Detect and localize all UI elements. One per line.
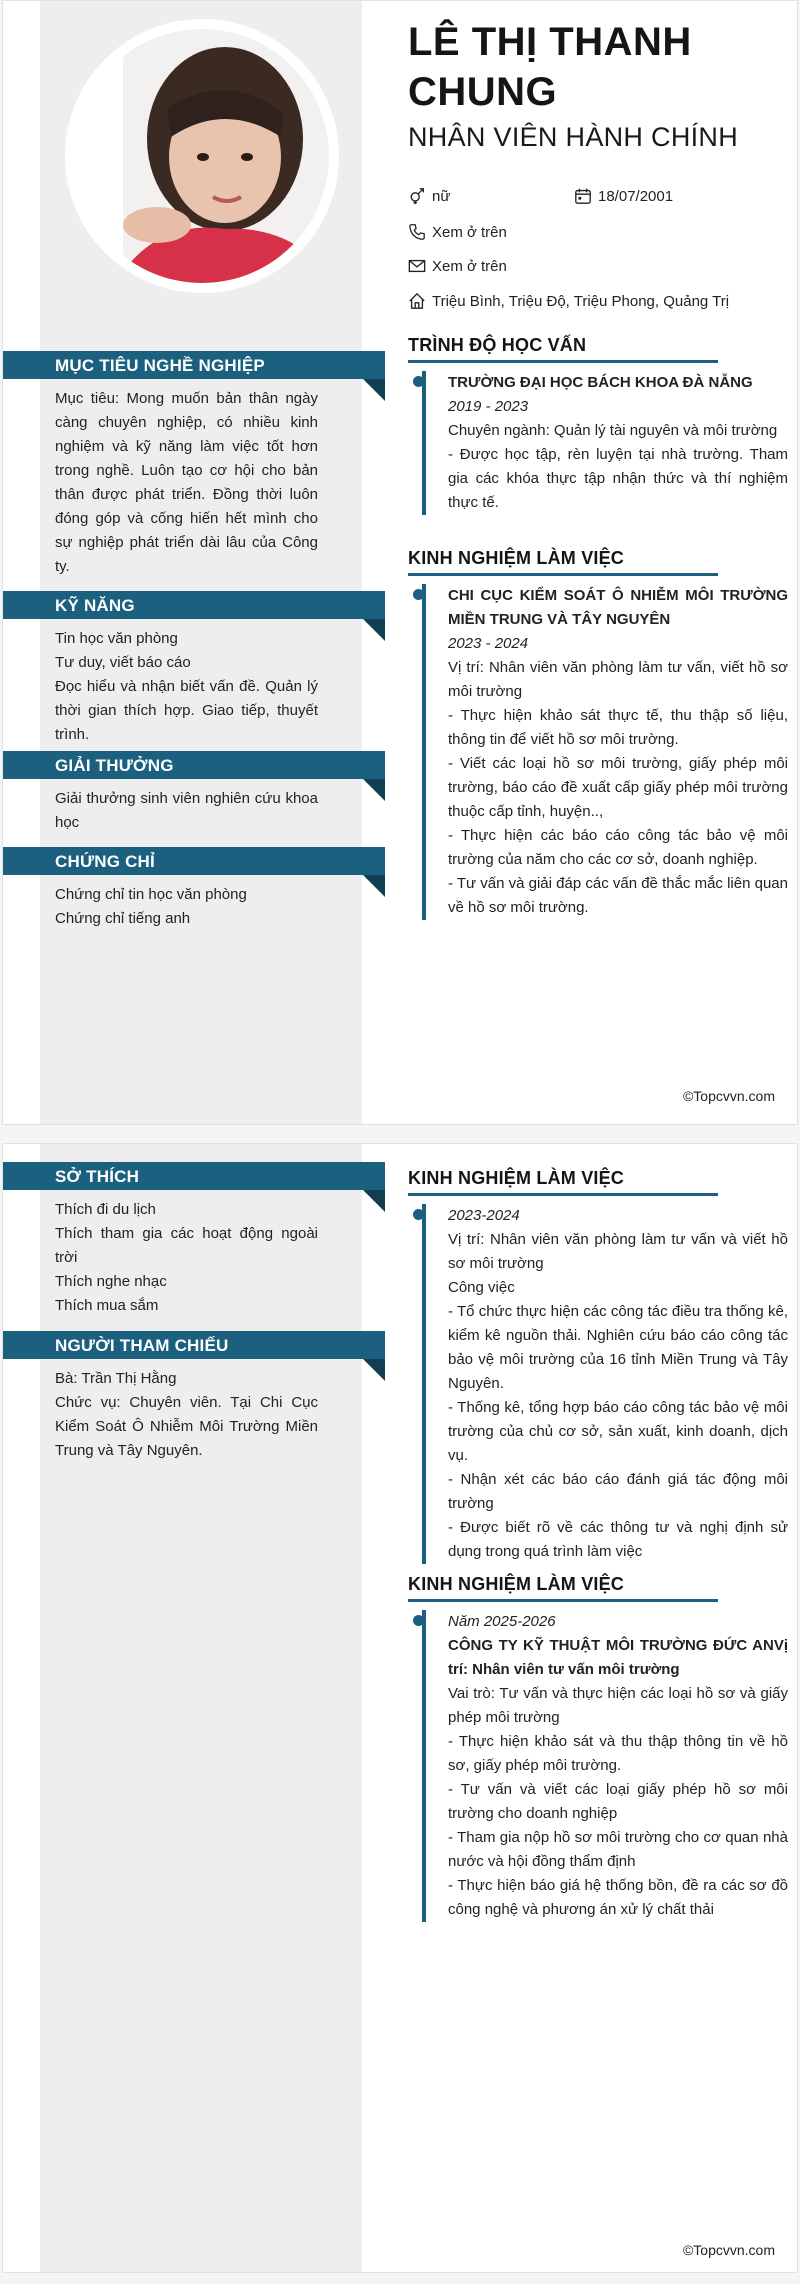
experience-line: - Tư vấn và viết các loại giấy phép hồ sơ môi trường cho doanh nghiệp — [448, 1781, 788, 1822]
experience-line: - Viết các loại hồ sơ môi trường, giấy phép môi trường, báo cáo đề xuất cấp giấy phép môi trường thuộc cấp tỉnh, huyện.., — [448, 755, 788, 820]
timeline-dot — [413, 1209, 424, 1220]
section-objective — [3, 351, 385, 579]
education-entry — [422, 371, 788, 515]
ribbon-fold — [363, 619, 385, 641]
section-header — [3, 351, 385, 379]
section-title: KỸ NĂNG — [55, 596, 135, 615]
section-header — [3, 847, 385, 875]
references-list — [55, 1367, 318, 1463]
list-item: Đọc hiểu và nhận biết vấn đề. Quản lý thời gian thích hợp. Giao tiếp, thuyết trình. — [55, 678, 318, 743]
experience-line: - Thực hiện khảo sát thực tế, thu thập số liệu, thông tin để viết hồ sơ môi trường. — [448, 707, 788, 748]
experience-line: - Tham gia nộp hồ sơ môi trường cho cơ quan nhà nước và hội đồng thẩm định — [448, 1829, 788, 1870]
experience-line: Vị trí: Nhân viên văn phòng làm tư vấn, viết hồ sơ môi trường — [448, 659, 788, 700]
section-title: KINH NGHIỆM LÀM VIỆC — [408, 1574, 625, 1594]
timeline-dot — [413, 1615, 424, 1626]
experience-date: Năm 2025-2026 — [448, 1613, 556, 1630]
list-item: Tư duy, viết báo cáo — [55, 654, 191, 671]
birthday-text: 18/07/2001 — [598, 187, 674, 205]
address-text: Triệu Bình, Triệu Độ, Triệu Phong, Quảng Trị — [432, 292, 730, 310]
mail-icon — [408, 257, 426, 275]
contact-address — [408, 292, 729, 310]
experience-line: - Thực hiện báo giá hệ thống bồn, đề ra các sơ đồ công nghệ và phương án xử lý chất thải — [448, 1877, 788, 1918]
list-item: Thích mua sắm — [55, 1297, 159, 1314]
profile-photo — [65, 19, 339, 293]
ribbon-fold — [363, 379, 385, 401]
school-name: TRƯỜNG ĐẠI HỌC BÁCH KHOA ĐÀ NẴNG — [448, 374, 753, 391]
list-item: Chứng chỉ tiếng anh — [55, 910, 191, 927]
ribbon-fold — [363, 1359, 385, 1381]
objective-text: Mục tiêu: Mong muốn bản thân ngày càng chuyên nghiệp, có nhiều kinh nghiệm và kỹ năng làm việc tốt hơn trong nghề. Luôn tạo cơ hội cho bản thân được phát triển. Đồng thời luôn đóng góp và cống hiến hết mình cho sự nghiệp phát triển dài lâu của Công ty. — [55, 390, 318, 575]
header — [408, 17, 788, 153]
full-name-line-2: CHUNG — [408, 70, 558, 114]
section-underline — [408, 360, 718, 363]
section-title: CHỨNG CHỈ — [55, 852, 155, 871]
experience-entry — [422, 584, 788, 920]
list-item: Tin học văn phòng — [55, 630, 178, 647]
experience-line: - Thực hiện các báo cáo công tác bảo vệ môi trường của năm cho các cơ sở, doanh nghiệp. — [448, 827, 788, 868]
home-icon — [408, 292, 426, 310]
section-header — [3, 1162, 385, 1190]
education-date: 2019 - 2023 — [448, 398, 529, 415]
footer-brand: ©Topcvvn.com — [682, 1088, 775, 1104]
ribbon-fold — [363, 779, 385, 801]
section-references — [3, 1331, 385, 1463]
cv-page-1 — [2, 0, 798, 1125]
education-line: - Được học tập, rèn luyện tại nhà trường. Tham gia các khóa thực tập nhận thức và thí nghiệm thực tế. — [448, 446, 788, 511]
phone-text: Xem ở trên — [432, 223, 507, 241]
contact-email — [408, 257, 507, 275]
list-item: Thích tham gia các hoạt động ngoài trời — [55, 1225, 318, 1266]
experience-line: - Thống kê, tổng hợp báo cáo công tác bảo vệ môi trường của chủ cơ sở, sản xuất, kinh doanh, dịch vụ. — [448, 1399, 788, 1464]
skills-list — [55, 627, 318, 747]
section-experience-2 — [408, 1168, 788, 1564]
section-hobbies — [3, 1162, 385, 1318]
certificates-list — [55, 883, 318, 931]
section-title: MỤC TIÊU NGHỀ NGHIỆP — [55, 356, 265, 375]
education-line: Chuyên ngành: Quản lý tài nguyên và môi trường — [448, 422, 778, 439]
list-item: Chứng chỉ tin học văn phòng — [55, 886, 247, 903]
section-title: GIẢI THƯỞNG — [55, 756, 174, 775]
calendar-icon — [574, 187, 592, 205]
gender-icon — [408, 187, 426, 205]
experience-line: - Tổ chức thực hiện các công tác điều tra thống kê, kiểm kê nguồn thải. Nghiên cứu báo cáo công tác bảo vệ môi trường của 16 tỉnh Miền Trung và Tây Nguyên. — [448, 1303, 788, 1392]
experience-line: Công việc — [448, 1279, 515, 1296]
contact-gender — [408, 187, 450, 205]
footer-brand: ©Topcvvn.com — [682, 2242, 775, 2258]
section-header — [3, 751, 385, 779]
section-certificates — [3, 847, 385, 931]
section-header — [3, 1331, 385, 1359]
list-item: Thích nghe nhạc — [55, 1273, 167, 1290]
experience-line: - Thực hiện khảo sát và thu thập thông tin về hồ sơ, giấy phép môi trường. — [448, 1733, 788, 1774]
section-title: KINH NGHIỆM LÀM VIỆC — [408, 1168, 625, 1188]
experience-date: 2023-2024 — [448, 1207, 520, 1224]
experience-line: - Được biết rõ về các thông tư và nghị định sử dụng trong quá trình làm việc — [448, 1519, 788, 1560]
timeline-dot — [413, 589, 424, 600]
company-name: CHI CỤC KIỂM SOÁT Ô NHIỄM MÔI TRƯỜNG MIỀN TRUNG VÀ TÂY NGUYÊN — [448, 587, 788, 628]
section-awards — [3, 751, 385, 835]
email-text: Xem ở trên — [432, 257, 507, 275]
section-underline — [408, 1193, 718, 1196]
section-experience-1 — [408, 548, 788, 920]
section-experience-3 — [408, 1574, 788, 1922]
job-title: NHÂN VIÊN HÀNH CHÍNH — [408, 122, 739, 152]
profile-photo-image — [75, 29, 329, 283]
section-title: KINH NGHIỆM LÀM VIỆC — [408, 548, 625, 568]
contact-birthday — [574, 187, 673, 205]
list-item: Thích đi du lịch — [55, 1201, 156, 1218]
phone-icon — [408, 223, 426, 241]
list-item: Bà: Trần Thị Hằng — [55, 1370, 177, 1387]
section-underline — [408, 1599, 718, 1602]
gender-text: nữ — [432, 187, 451, 205]
section-title: TRÌNH ĐỘ HỌC VẤN — [408, 335, 587, 355]
experience-line: Vai trò: Tư vấn và thực hiện các loại hồ sơ và giấy phép môi trường — [448, 1685, 788, 1726]
section-header — [3, 591, 385, 619]
section-underline — [408, 573, 718, 576]
experience-line: - Tư vấn và giải đáp các vấn đề thắc mắc liên quan về hồ sơ môi trường. — [448, 875, 788, 916]
list-item: Chức vụ: Chuyên viên. Tại Chi Cục Kiểm Soát Ô Nhiễm Môi Trường Miền Trung và Tây Nguyên. — [55, 1394, 318, 1459]
experience-entry — [422, 1610, 788, 1922]
section-title: SỞ THÍCH — [55, 1167, 140, 1186]
experience-line: Vị trí: Nhân viên văn phòng làm tư vấn và viết hồ sơ môi trường — [448, 1231, 788, 1272]
timeline-dot — [413, 376, 424, 387]
section-education — [408, 335, 788, 515]
contact-phone — [408, 223, 507, 241]
ribbon-fold — [363, 1190, 385, 1212]
cv-page-2 — [2, 1143, 798, 2273]
experience-date: 2023 - 2024 — [448, 635, 529, 652]
company-name: CÔNG TY KỸ THUẬT MÔI TRƯỜNG ĐỨC ANVị trí: Nhân viên tư vấn môi trường — [448, 1637, 788, 1678]
hobbies-list — [55, 1198, 318, 1318]
full-name-line-1: LÊ THỊ THANH — [408, 20, 692, 64]
experience-line: - Nhận xét các báo cáo đánh giá tác động môi trường — [448, 1471, 788, 1512]
ribbon-fold — [363, 875, 385, 897]
section-title: NGƯỜI THAM CHIẾU — [55, 1336, 229, 1355]
awards-text: Giải thưởng sinh viên nghiên cứu khoa học — [55, 790, 318, 831]
section-skills — [3, 591, 385, 747]
experience-entry — [422, 1204, 788, 1564]
